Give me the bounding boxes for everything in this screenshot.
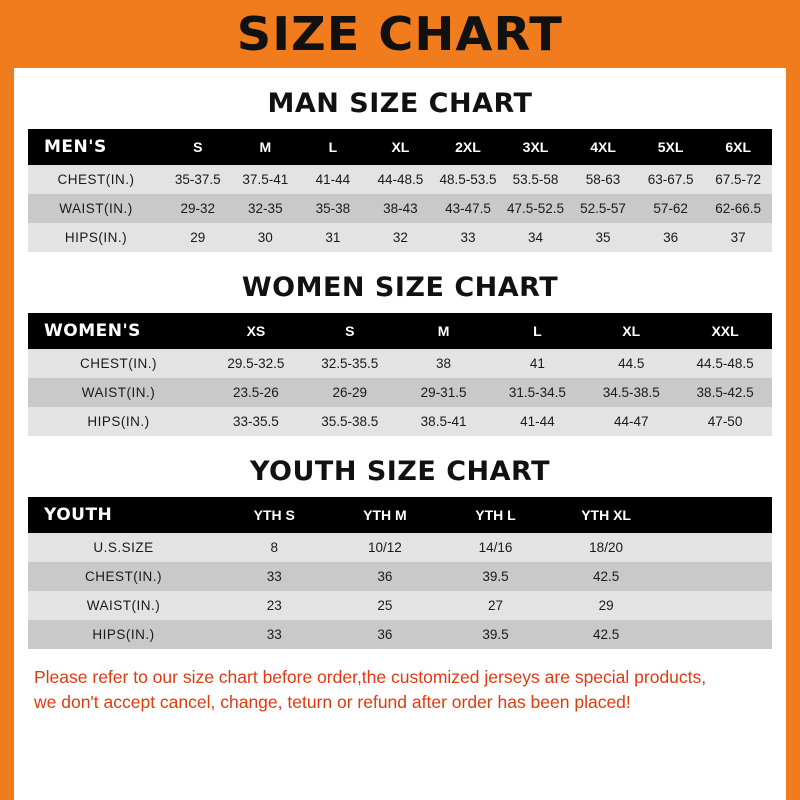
table-header-row <box>28 129 772 165</box>
cell: 43-47.5 <box>434 194 502 223</box>
row-label: WAIST(IN.) <box>28 378 209 407</box>
cell: 52.5-57 <box>569 194 637 223</box>
men-row-header: MEN'S <box>28 129 164 165</box>
men-table-head <box>28 129 772 165</box>
youth-row-header: YOUTH <box>28 497 219 533</box>
cell: 37.5-41 <box>232 165 300 194</box>
cell: 36 <box>330 562 441 591</box>
cell: 25 <box>330 591 441 620</box>
row-label: HIPS(IN.) <box>28 407 209 436</box>
cell: 29.5-32.5 <box>209 349 303 378</box>
col-header: 3XL <box>502 129 570 165</box>
cell: 34.5-38.5 <box>584 378 678 407</box>
cell: 42.5 <box>551 562 662 591</box>
row-label: CHEST(IN.) <box>28 349 209 378</box>
men-size-table <box>28 129 772 252</box>
order-policy-note <box>28 649 772 716</box>
col-header: XXL <box>678 313 772 349</box>
cell: 37 <box>704 223 772 252</box>
cell: 47.5-52.5 <box>502 194 570 223</box>
cell: 41-44 <box>299 165 367 194</box>
cell: 35-38 <box>299 194 367 223</box>
cell: 39.5 <box>440 620 551 649</box>
cell: 29-32 <box>164 194 232 223</box>
men-table-body <box>28 165 772 252</box>
col-header: 6XL <box>704 129 772 165</box>
cell: 10/12 <box>330 533 441 562</box>
table-row <box>28 620 772 649</box>
table-header-row <box>28 313 772 349</box>
section-title-women: WOMEN SIZE CHART <box>241 272 559 303</box>
table-row <box>28 407 772 436</box>
cell: 29-31.5 <box>397 378 491 407</box>
row-label: WAIST(IN.) <box>28 194 164 223</box>
women-table-head <box>28 313 772 349</box>
cell: 18/20 <box>551 533 662 562</box>
note-line-2: we don't accept cancel, change, teturn or refund after order has been placed! <box>34 692 631 713</box>
table-row <box>28 591 772 620</box>
col-header: S <box>303 313 397 349</box>
cell: 29 <box>551 591 662 620</box>
cell: 44-47 <box>584 407 678 436</box>
col-header: YTH S <box>219 497 330 533</box>
col-header: S <box>164 129 232 165</box>
cell: 34 <box>502 223 570 252</box>
section-title-men: MAN SIZE CHART <box>267 88 533 119</box>
cell: 32.5-35.5 <box>303 349 397 378</box>
col-header: YTH L <box>440 497 551 533</box>
cell: 38.5-42.5 <box>678 378 772 407</box>
table-row <box>28 349 772 378</box>
note-line-1: Please refer to our size chart before order,the customized jerseys are special products, <box>34 667 707 687</box>
cell: 31 <box>299 223 367 252</box>
cell: 42.5 <box>551 620 662 649</box>
table-row <box>28 533 772 562</box>
row-label: CHEST(IN.) <box>28 562 219 591</box>
cell: 44-48.5 <box>367 165 435 194</box>
cell: 38 <box>397 349 491 378</box>
page-title: SIZE CHART <box>236 7 564 61</box>
row-label: HIPS(IN.) <box>28 620 219 649</box>
section-title-youth: YOUTH SIZE CHART <box>249 456 551 487</box>
cell: 27 <box>440 591 551 620</box>
col-header: XL <box>584 313 678 349</box>
youth-size-table <box>28 497 772 649</box>
row-label: WAIST(IN.) <box>28 591 219 620</box>
table-row <box>28 223 772 252</box>
table-row <box>28 378 772 407</box>
cell: 32-35 <box>232 194 300 223</box>
cell: 44.5 <box>584 349 678 378</box>
cell: 38-43 <box>367 194 435 223</box>
table-row <box>28 562 772 591</box>
cell: 62-66.5 <box>704 194 772 223</box>
cell: 26-29 <box>303 378 397 407</box>
content <box>14 88 786 716</box>
cell: 57-62 <box>637 194 705 223</box>
cell: 8 <box>219 533 330 562</box>
cell: 29 <box>164 223 232 252</box>
cell: 58-63 <box>569 165 637 194</box>
col-header: M <box>397 313 491 349</box>
table-row <box>28 165 772 194</box>
cell: 36 <box>330 620 441 649</box>
cell: 23.5-26 <box>209 378 303 407</box>
col-header-empty <box>661 497 772 533</box>
cell: 33 <box>219 562 330 591</box>
row-label: U.S.SIZE <box>28 533 219 562</box>
youth-table-body <box>28 533 772 649</box>
col-header: YTH M <box>330 497 441 533</box>
row-label: CHEST(IN.) <box>28 165 164 194</box>
cell: 36 <box>637 223 705 252</box>
cell: 39.5 <box>440 562 551 591</box>
col-header: L <box>490 313 584 349</box>
cell: 41 <box>490 349 584 378</box>
cell-empty <box>661 562 772 591</box>
row-label: HIPS(IN.) <box>28 223 164 252</box>
col-header: XL <box>367 129 435 165</box>
col-header: 4XL <box>569 129 637 165</box>
cell: 30 <box>232 223 300 252</box>
cell: 44.5-48.5 <box>678 349 772 378</box>
table-header-row <box>28 497 772 533</box>
cell: 33 <box>434 223 502 252</box>
col-header: 2XL <box>434 129 502 165</box>
cell: 35.5-38.5 <box>303 407 397 436</box>
col-header: XS <box>209 313 303 349</box>
cell: 14/16 <box>440 533 551 562</box>
col-header: YTH XL <box>551 497 662 533</box>
cell: 41-44 <box>490 407 584 436</box>
cell: 33-35.5 <box>209 407 303 436</box>
col-header: 5XL <box>637 129 705 165</box>
cell: 53.5-58 <box>502 165 570 194</box>
cell: 38.5-41 <box>397 407 491 436</box>
cell: 67.5-72 <box>704 165 772 194</box>
cell: 48.5-53.5 <box>434 165 502 194</box>
cell-empty <box>661 533 772 562</box>
women-size-table <box>28 313 772 436</box>
cell: 31.5-34.5 <box>490 378 584 407</box>
cell: 32 <box>367 223 435 252</box>
col-header: L <box>299 129 367 165</box>
cell-empty <box>661 620 772 649</box>
cell: 23 <box>219 591 330 620</box>
women-table-body <box>28 349 772 436</box>
cell: 35-37.5 <box>164 165 232 194</box>
cell-empty <box>661 591 772 620</box>
table-row <box>28 194 772 223</box>
cell: 33 <box>219 620 330 649</box>
cell: 47-50 <box>678 407 772 436</box>
banner <box>14 0 786 68</box>
cell: 35 <box>569 223 637 252</box>
women-row-header: WOMEN'S <box>28 313 209 349</box>
cell: 63-67.5 <box>637 165 705 194</box>
youth-table-head <box>28 497 772 533</box>
col-header: M <box>232 129 300 165</box>
